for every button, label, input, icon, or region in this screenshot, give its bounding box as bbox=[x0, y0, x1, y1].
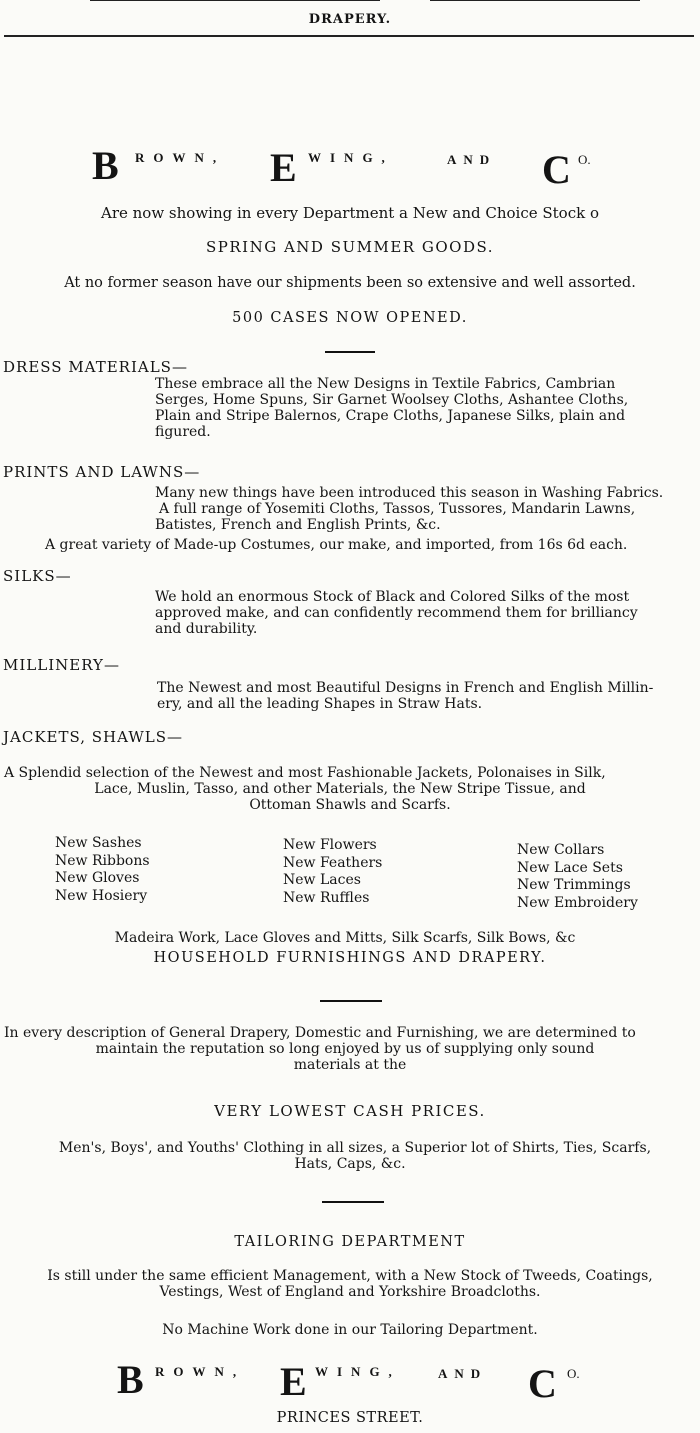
firm-name-bottom bbox=[0, 1356, 700, 1406]
divider-3 bbox=[322, 1201, 384, 1203]
household-heading: HOUSEHOLD FURNISHINGS AND DRAPERY. bbox=[153, 950, 547, 966]
prints-line-1: Many new things have been introduced this season in Washing Fabrics. bbox=[155, 485, 664, 501]
intro-line-3: At no former season have our shipments been so extensive and well assorted. bbox=[64, 275, 636, 291]
col1-item: New Sashes bbox=[55, 835, 142, 851]
divider-1 bbox=[325, 351, 375, 353]
millinery-line-1: The Newest and most Beautiful Designs in French and English Millin- bbox=[157, 680, 654, 696]
silks-text bbox=[155, 589, 695, 637]
tailoring-line-1: Is still under the same efficient Management, with a New Stock of Tweeds, Coatings, bbox=[47, 1268, 653, 1284]
firm-name-top bbox=[0, 142, 700, 192]
top-rule-left bbox=[90, 0, 380, 1]
jackets-line-1: A Splendid selection of the Newest and most Fashionable Jackets, Polonaises in Silk, bbox=[4, 765, 606, 781]
col1-item: New Ribbons bbox=[55, 852, 150, 869]
col3-item: New Collars bbox=[517, 842, 605, 858]
general-line-1: In every description of General Drapery, Domestic and Furnishing, we are determined to bbox=[4, 1025, 636, 1041]
dress-line-4: figured. bbox=[155, 424, 211, 440]
col3-item: New Embroidery bbox=[517, 894, 638, 911]
lowest-cash-prices: VERY LOWEST CASH PRICES. bbox=[214, 1102, 486, 1120]
col2-item: New Laces bbox=[283, 872, 361, 888]
firm-initial-b: B bbox=[117, 1357, 144, 1402]
madeira-line: Madeira Work, Lace Gloves and Mitts, Silk Scarfs, Silk Bows, &c bbox=[114, 930, 576, 946]
firm-initial-e: E bbox=[280, 1359, 307, 1404]
firm-word-rown: ROWN, bbox=[155, 1364, 246, 1379]
firm-word-o: O. bbox=[578, 152, 591, 167]
col2-item: New Feathers bbox=[283, 854, 383, 871]
tailoring-line-2: Vestings, West of England and Yorkshire Broadcloths. bbox=[159, 1284, 541, 1300]
divider-2 bbox=[320, 1000, 382, 1002]
clothing-line-2: Hats, Caps, &c. bbox=[294, 1156, 406, 1172]
address-princes-street: PRINCES STREET. bbox=[276, 1410, 424, 1426]
novelty-column-2 bbox=[283, 837, 382, 907]
clothing-line-1: Men's, Boys', and Youths' Clothing in all sizes, a Superior lot of Shirts, Ties, Scarfs, bbox=[58, 1140, 652, 1156]
firm-word-rown: ROWN, bbox=[135, 150, 226, 165]
col3-item: New Trimmings bbox=[517, 877, 631, 893]
col1-item: New Hosiery bbox=[55, 887, 148, 904]
dress-line-2: Serges, Home Spuns, Sir Garnet Woolsey Cloths, Ashantee Cloths, bbox=[155, 392, 629, 408]
silks-line-3: and durability. bbox=[155, 621, 258, 637]
col1-item: New Gloves bbox=[55, 870, 140, 886]
firm-word-and: AND bbox=[447, 152, 497, 167]
intro-spring-summer: SPRING AND SUMMER GOODS. bbox=[206, 238, 494, 256]
firm-word-wing: WING, bbox=[315, 1364, 401, 1379]
heading-millinery: MILLINERY— bbox=[3, 656, 120, 674]
firm-initial-e: E bbox=[270, 145, 297, 190]
millinery-line-2: ery, and all the leading Shapes in Straw Hats. bbox=[157, 696, 483, 712]
top-rule-right bbox=[430, 0, 640, 1]
jackets-line-3: Ottoman Shawls and Scarfs. bbox=[249, 797, 451, 813]
general-line-2: maintain the reputation so long enjoyed by us of supplying only sound bbox=[95, 1041, 595, 1057]
heading-jackets-shawls: JACKETS, SHAWLS— bbox=[3, 728, 183, 746]
intro-line-1: Are now showing in every Department a New and Choice Stock o bbox=[100, 204, 599, 222]
tailoring-note: No Machine Work done in our Tailoring Department. bbox=[162, 1322, 538, 1338]
general-line-3: materials at the bbox=[293, 1057, 407, 1073]
dress-line-1: These embrace all the New Designs in Textile Fabrics, Cambrian bbox=[155, 376, 616, 392]
firm-initial-b: B bbox=[92, 143, 119, 188]
novelty-column-1 bbox=[55, 835, 150, 905]
novelty-column-3 bbox=[517, 842, 638, 912]
col2-item: New Ruffles bbox=[283, 889, 370, 906]
firm-word-and: AND bbox=[438, 1366, 488, 1381]
intro-cases-opened: 500 CASES NOW OPENED. bbox=[232, 310, 468, 326]
silks-line-2: approved make, and can confidently recommend them for brilliancy bbox=[155, 605, 638, 621]
heading-silks: SILKS— bbox=[3, 567, 72, 585]
made-up-costumes: A great variety of Made-up Costumes, our make, and imported, from 16s 6d each. bbox=[45, 537, 628, 553]
millinery-text bbox=[157, 680, 697, 712]
header-rule bbox=[4, 35, 694, 37]
heading-dress-materials: DRESS MATERIALS— bbox=[3, 358, 188, 376]
dress-line-3: Plain and Stripe Balernos, Crape Cloths, Japanese Silks, plain and bbox=[155, 408, 626, 424]
col2-item: New Flowers bbox=[283, 837, 377, 853]
firm-initial-c: C bbox=[528, 1361, 557, 1406]
jackets-line-2: Lace, Muslin, Tasso, and other Materials, the New Stripe Tissue, and bbox=[94, 781, 586, 797]
prints-line-2: A full range of Yosemiti Cloths, Tassos, Tussores, Mandarin Lawns, bbox=[159, 501, 636, 517]
dress-materials-text bbox=[155, 376, 695, 440]
firm-initial-c: C bbox=[542, 147, 571, 192]
prints-line-3: Batistes, French and English Prints, &c. bbox=[155, 517, 441, 533]
firm-word-o: O. bbox=[567, 1366, 580, 1381]
firm-word-wing: WING, bbox=[308, 150, 394, 165]
heading-prints-lawns: PRINTS AND LAWNS— bbox=[3, 463, 201, 481]
silks-line-1: We hold an enormous Stock of Black and Colored Silks of the most bbox=[155, 589, 630, 605]
tailoring-heading: TAILORING DEPARTMENT bbox=[234, 1234, 466, 1250]
section-title: DRAPERY. bbox=[308, 12, 392, 27]
prints-lawns-text bbox=[155, 485, 695, 533]
col3-item: New Lace Sets bbox=[517, 859, 623, 876]
